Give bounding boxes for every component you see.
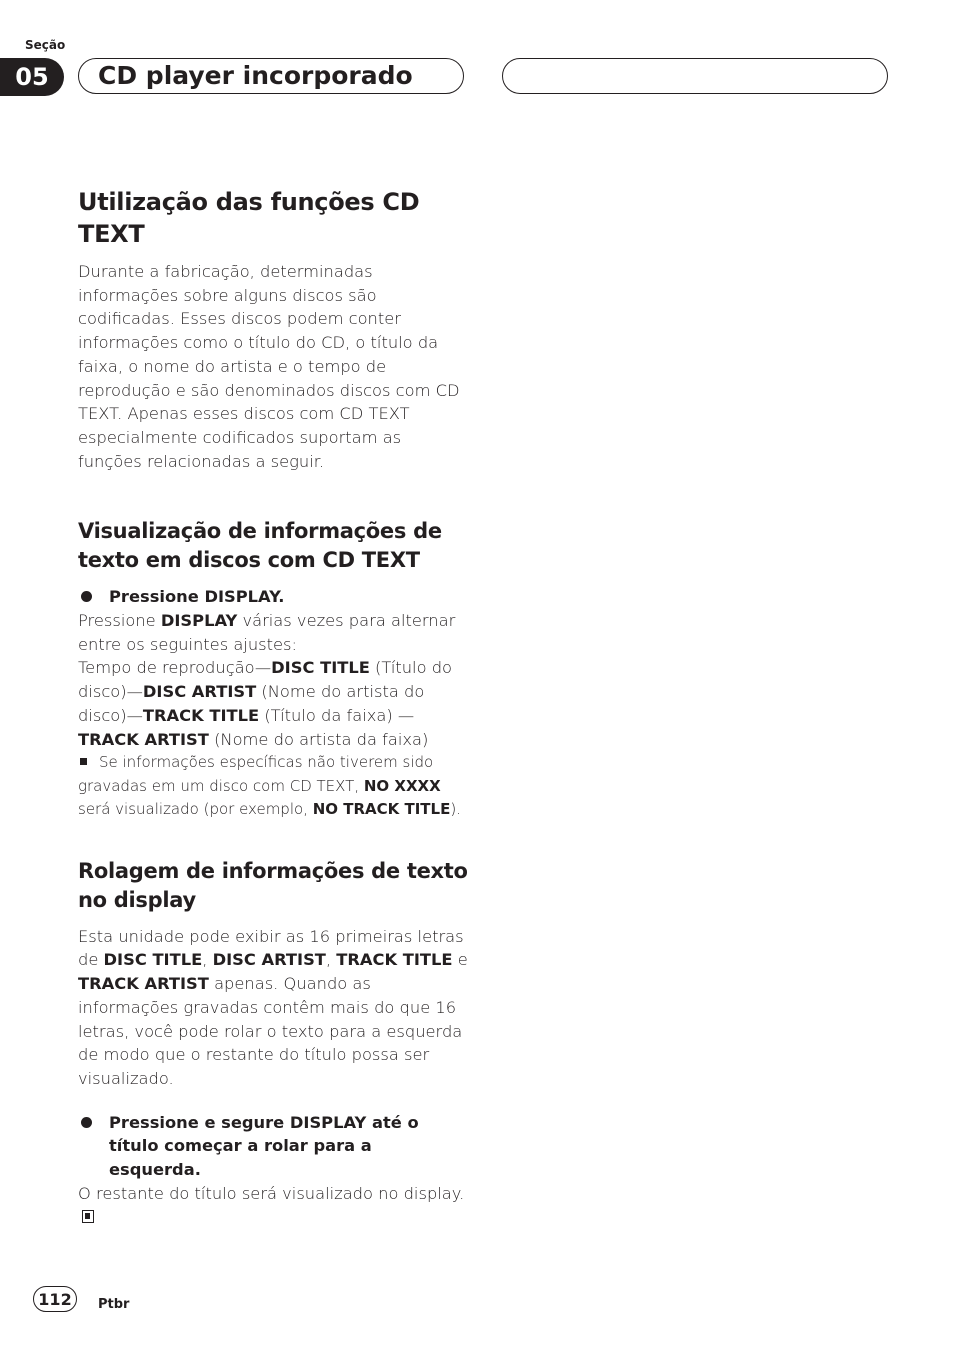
section-label: Seção — [25, 38, 66, 52]
page-title: Utilização das funções CD TEXT — [78, 188, 420, 248]
end-mark-icon — [82, 1210, 94, 1223]
keyword-no-xxxx: NO XXXX — [363, 776, 441, 795]
text-run: (Título da faixa) — — [259, 705, 415, 725]
display-paragraph — [78, 609, 468, 751]
header-empty-frame — [502, 58, 888, 94]
keyword-no-track-title: NO TRACK TITLE — [312, 800, 451, 819]
section-number-tab: 05 — [0, 58, 64, 96]
section-heading-scroll: Rolagem de informações de texto no display — [78, 858, 468, 912]
text-run: (Título do disco)— — [78, 658, 453, 702]
text-run: O restante do título será visualizado no display. — [78, 1183, 465, 1203]
keyword-track-artist: TRACK ARTIST — [78, 729, 209, 749]
text-run: , — [325, 950, 337, 970]
text-run: apenas. Quando as informações gravadas contêm mais do que 16 letras, você pode rolar o texto para a esquerda de modo que o restante do título possa ser visualizado. — [78, 974, 463, 1088]
text-run: e — [452, 950, 468, 970]
intro-paragraph: Durante a fabricação, determinadas informações sobre alguns discos são codificadas. Esses discos podem conter informações como o título do CD, o título da faixa, o nome do artista e o tempo de reprodução e são denominados discos com CD TEXT. Apenas esses discos com CD TEXT especialmente codificados suportam as funções relacionadas a seguir. — [78, 262, 460, 471]
keyword-disc-title: DISC TITLE — [103, 950, 203, 970]
text-run: Esta unidade pode exibir as 16 primeiras letras de — [78, 926, 464, 970]
keyword-disc-artist: DISC ARTIST — [212, 950, 326, 970]
step-text: Pressione DISPLAY. — [109, 587, 285, 607]
step-press-display — [78, 585, 468, 609]
note-paragraph — [78, 751, 468, 822]
page-number: 112 — [33, 1286, 77, 1312]
keyword-disc-artist: DISC ARTIST — [142, 682, 257, 702]
chapter-title: CD player incorporado — [98, 61, 413, 90]
step-text: Pressione e segure DISPLAY até o título começar a rolar para a esquerda. — [109, 1112, 419, 1180]
bullet-dot-icon — [81, 1117, 92, 1128]
text-run: várias vezes para alternar entre os seguintes ajustes: — [78, 611, 456, 654]
keyword-track-title: TRACK TITLE — [142, 705, 260, 725]
keyword-track-title: TRACK TITLE — [336, 950, 453, 970]
bullet-dot-icon — [81, 591, 92, 602]
note-square-icon — [80, 758, 87, 765]
step-press-hold-display — [78, 1111, 468, 1182]
keyword-display: DISPLAY — [160, 611, 238, 631]
language-code: Ptbr — [98, 1297, 130, 1312]
text-run: Pressione — [78, 611, 161, 631]
text-run: , — [202, 950, 213, 970]
section-heading-display: Visualização de informações de texto em discos com CD TEXT — [78, 519, 442, 573]
content-column — [78, 186, 468, 1229]
text-run: Tempo de reprodução— — [78, 658, 272, 678]
text-run: Se informações específicas não tiverem sido gravadas em um disco com CD TEXT, — [78, 753, 434, 795]
text-run: será visualizado (por exemplo, — [78, 800, 313, 819]
result-paragraph — [78, 1182, 468, 1229]
text-run: ). — [450, 800, 461, 819]
keyword-track-artist: TRACK ARTIST — [78, 974, 209, 994]
scroll-paragraph — [78, 925, 468, 1091]
text-run: (Nome do artista do disco)— — [78, 682, 425, 725]
text-run: (Nome do artista da faixa) — [208, 729, 429, 749]
keyword-disc-title: DISC TITLE — [271, 658, 370, 678]
